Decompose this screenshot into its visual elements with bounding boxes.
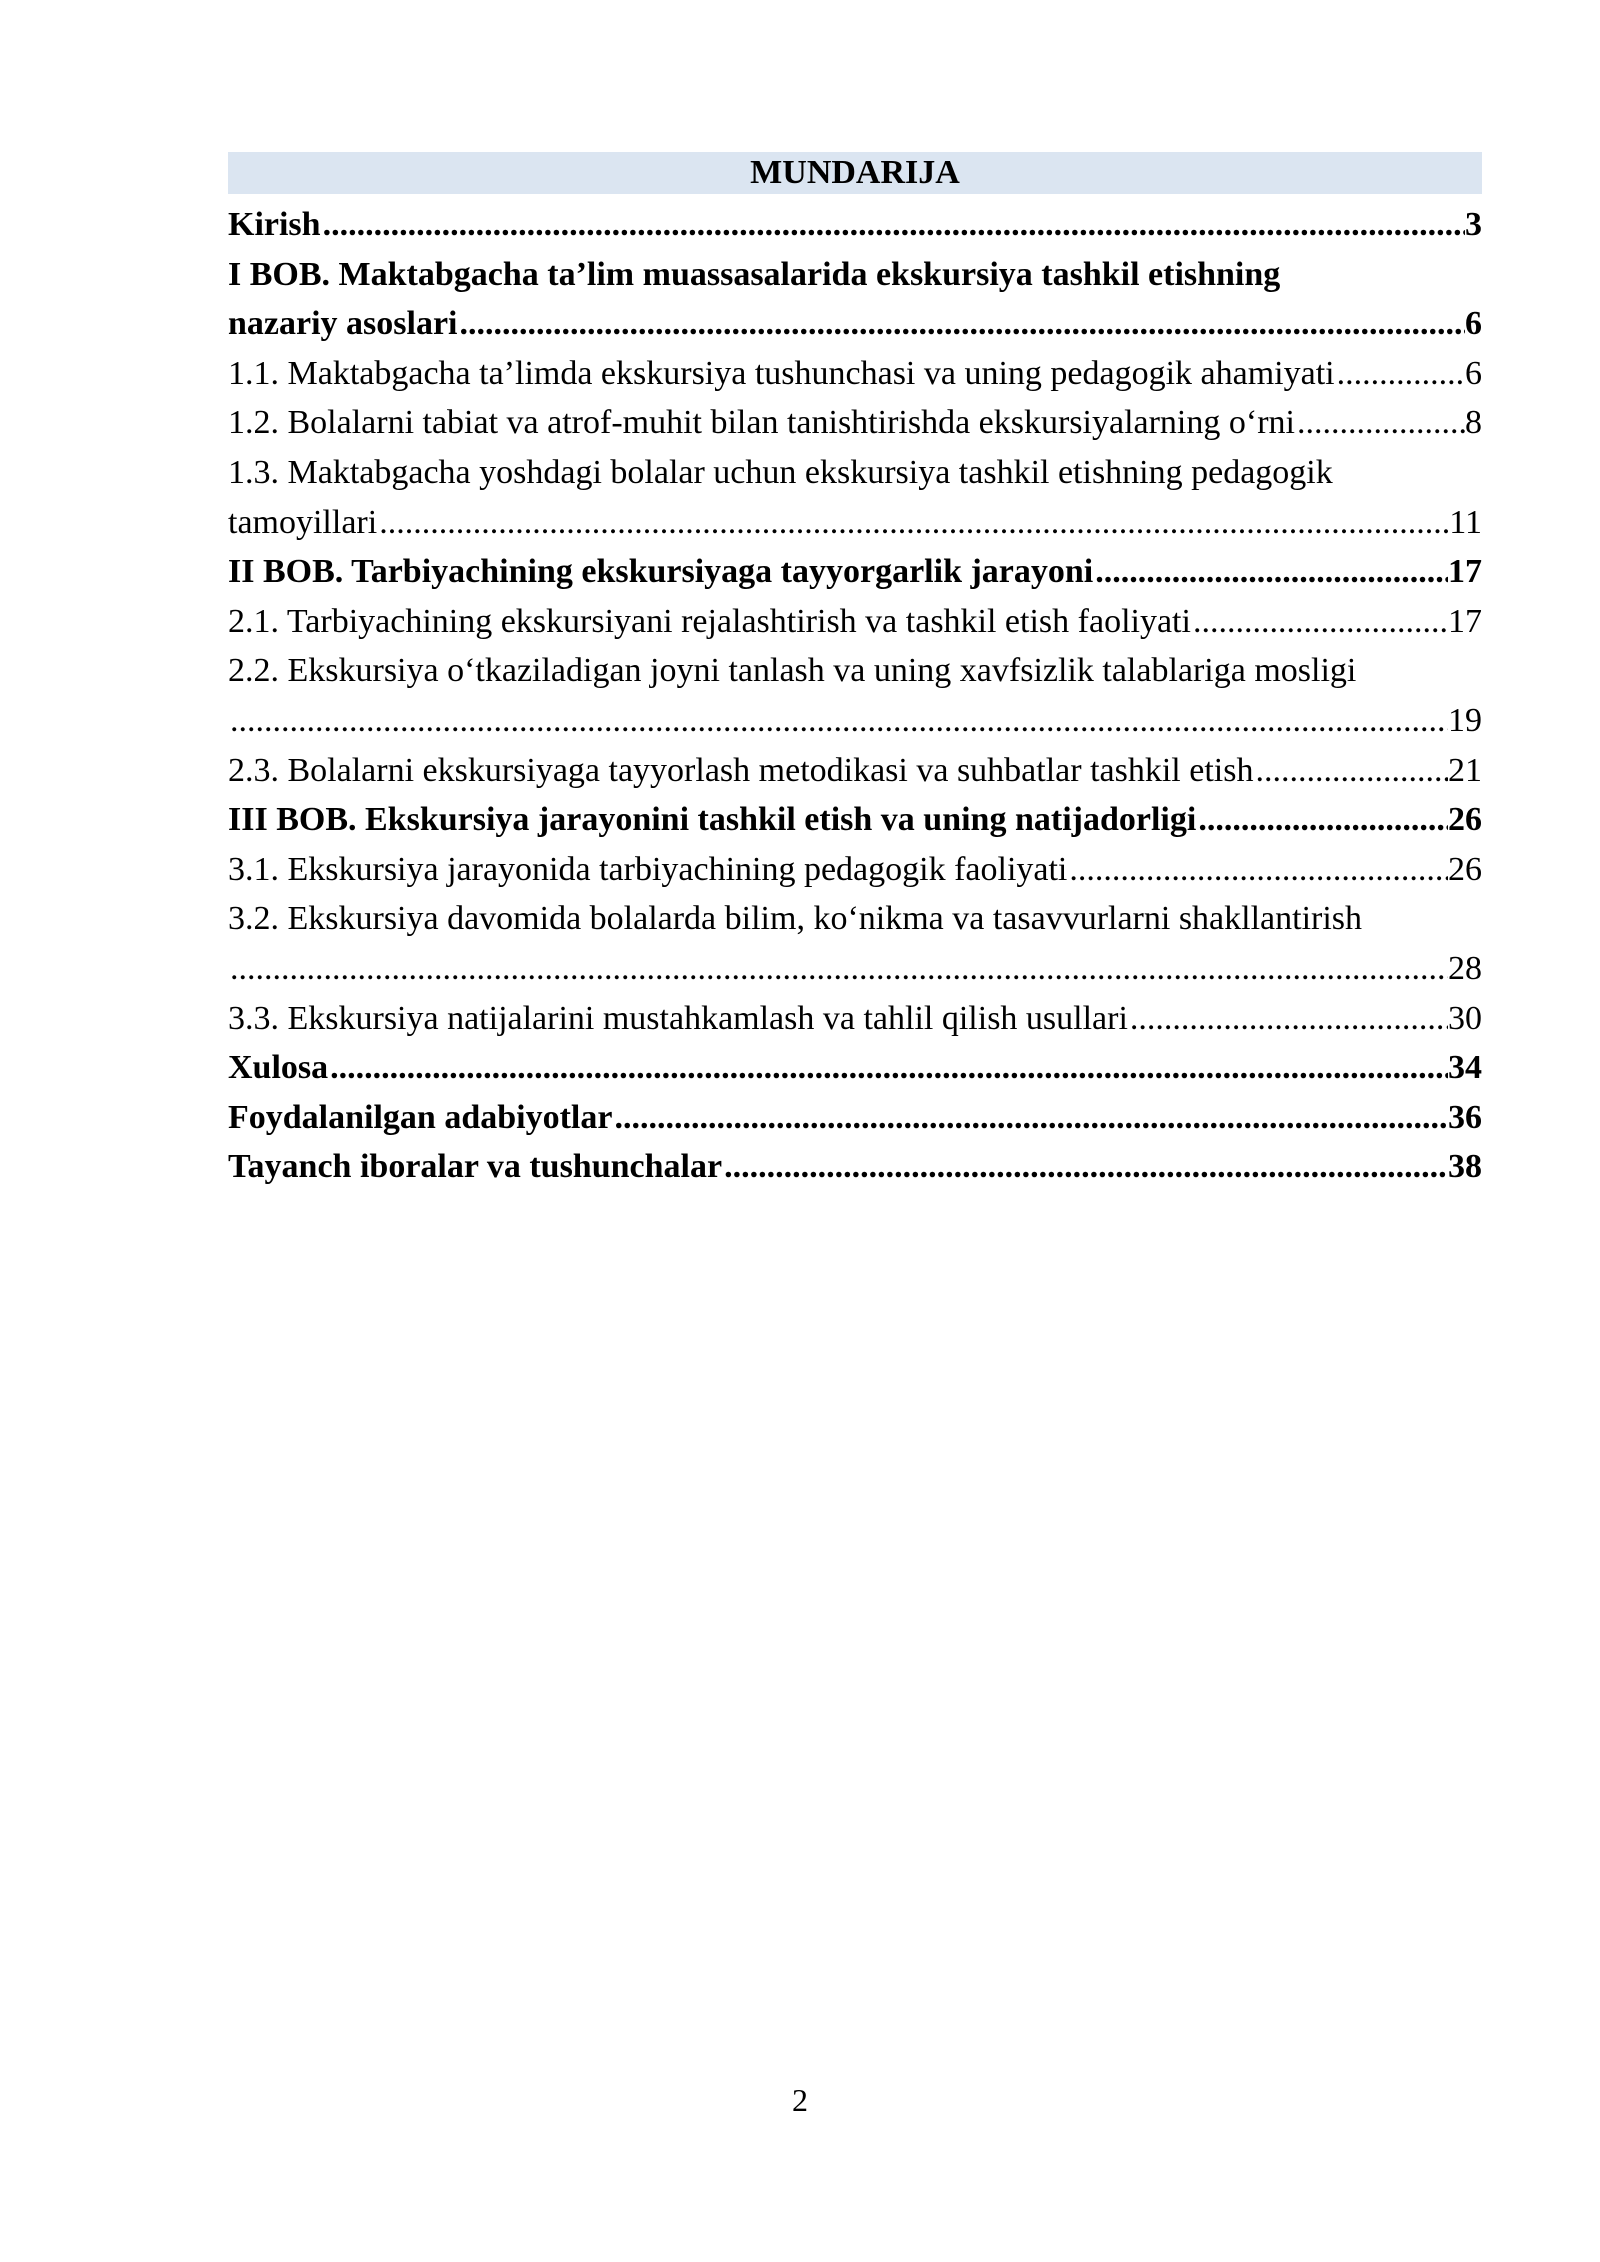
toc-entry[interactable]: [228, 1142, 1482, 1192]
toc-entry-title: 1.1. Maktabgacha ta’limda ekskursiya tushunchasi va uning pedagogik ahamiyati: [228, 354, 1335, 392]
toc-entry[interactable]: [228, 646, 1482, 745]
toc-entry-line: [228, 597, 1482, 647]
toc-entry-page-number: 17: [1448, 602, 1482, 640]
toc-entry-page-number: 30: [1448, 999, 1482, 1037]
dot-leader: [1196, 795, 1448, 845]
dot-leader: [457, 299, 1465, 349]
toc-entry-line: [228, 944, 1482, 994]
toc-entry-page-number: 21: [1448, 751, 1482, 789]
toc-entry[interactable]: [228, 894, 1482, 993]
toc-entry-title-line: I BOB. Maktabgacha ta’lim muassasalarida ekskursiya tashkil etishning: [228, 255, 1281, 293]
toc-entry-line: [228, 795, 1482, 845]
toc-entry-page-number: 36: [1448, 1098, 1482, 1136]
toc-entry-page-number: 11: [1449, 503, 1482, 541]
toc-entry-line: [228, 299, 1482, 349]
dot-leader: [612, 1093, 1448, 1143]
dot-leader: [1093, 547, 1448, 597]
toc-entry-title-line: 1.3. Maktabgacha yoshdagi bolalar uchun ekskursiya tashkil etishning pedagogik: [228, 453, 1333, 491]
toc-entry-line: [228, 746, 1482, 796]
toc-entry-title: 2.1. Tarbiyachining ekskursiyani rejalashtirish va tashkil etish faoliyati: [228, 602, 1191, 640]
toc-entry-title: 3.1. Ekskursiya jarayonida tarbiyachining pedagogik faoliyati: [228, 850, 1068, 888]
toc-entry-page-number: 6: [1465, 305, 1482, 343]
toc-entry-line: [228, 1093, 1482, 1143]
toc-entry-title: II BOB. Tarbiyachining ekskursiyaga tayyorgarlik jarayoni: [228, 553, 1094, 591]
toc-entry-title: nazariy asoslari: [228, 305, 458, 343]
toc-entry[interactable]: [228, 1043, 1482, 1093]
page-number: 2: [792, 2082, 808, 2118]
toc-entry-page-number: 26: [1448, 801, 1482, 839]
toc-entry-title-line: 2.2. Ekskursiya o‘tkaziladigan joyni tanlash va uning xavfsizlik talablariga mosligi: [228, 652, 1357, 690]
toc-entry-title: Tayanch iboralar va tushunchalar: [228, 1148, 723, 1186]
toc-entry[interactable]: [228, 1093, 1482, 1143]
toc-entry-title: 2.3. Bolalarni ekskursiyaga tayyorlash metodikasi va suhbatlar tashkil etish: [228, 751, 1254, 789]
toc-entry-title-line: 3.2. Ekskursiya davomida bolalarda bilim, ko‘nikma va tasavvurlarni shakllantirish: [228, 900, 1363, 938]
toc-entry-line: [228, 349, 1482, 399]
toc-entry-line: [228, 398, 1482, 448]
toc-entry-title: Foydalanilgan adabiyotlar: [228, 1098, 613, 1136]
toc-entry[interactable]: [228, 994, 1482, 1044]
toc-entry-page-number: 6: [1465, 354, 1482, 392]
dot-leader: [328, 1043, 1448, 1093]
toc-entry-line: [228, 845, 1482, 895]
dot-leader: [1191, 597, 1448, 647]
toc-entry-page-number: 8: [1465, 404, 1482, 442]
toc-entry-page-number: 26: [1448, 850, 1482, 888]
toc-entry-page-number: 34: [1448, 1049, 1482, 1087]
toc-entry[interactable]: [228, 845, 1482, 895]
dot-leader: [1067, 845, 1448, 895]
toc-entry[interactable]: [228, 250, 1482, 349]
toc-entry[interactable]: [228, 795, 1482, 845]
toc-entry-line: [228, 696, 1482, 746]
toc-entry-title: Xulosa: [228, 1049, 329, 1087]
toc-entry-line: [228, 547, 1482, 597]
toc-title: MUNDARIJA: [228, 152, 1482, 194]
toc-entry-page-number: 17: [1448, 553, 1482, 591]
toc-entry-title: 3.3. Ekskursiya natijalarini mustahkamlash va tahlil qilish usullari: [228, 999, 1128, 1037]
dot-leader: [722, 1142, 1448, 1192]
toc-entry[interactable]: [228, 200, 1482, 250]
toc-entries: [228, 200, 1482, 1192]
toc-entry-page-number: 3: [1465, 206, 1482, 243]
dot-leader: [1253, 746, 1448, 796]
toc-entry[interactable]: [228, 597, 1482, 647]
table-of-contents: [228, 152, 1482, 1192]
toc-entry-line: [228, 498, 1482, 548]
dot-leader: [1335, 349, 1465, 399]
dot-leader: [1128, 994, 1448, 1044]
toc-entry-page-number: 28: [1448, 949, 1482, 987]
toc-entry[interactable]: [228, 448, 1482, 547]
toc-entry-page-number: 19: [1448, 701, 1482, 739]
toc-entry-title: III BOB. Ekskursiya jarayonini tashkil etish va uning natijadorligi: [228, 801, 1197, 839]
toc-entry-line: [228, 994, 1482, 1044]
toc-entry[interactable]: [228, 398, 1482, 448]
dot-leader: [1295, 398, 1465, 448]
toc-entry-line: [228, 200, 1482, 250]
dot-leader: [377, 498, 1449, 548]
toc-entry-title: 1.2. Bolalarni tabiat va atrof-muhit bilan tanishtirishda ekskursiyalarning o‘rni: [228, 404, 1295, 442]
toc-entry[interactable]: [228, 746, 1482, 796]
dot-leader: [228, 944, 1448, 994]
toc-entry-line: [228, 1142, 1482, 1192]
toc-entry[interactable]: [228, 349, 1482, 399]
toc-entry-title: Kirish: [228, 206, 321, 243]
dot-leader: [321, 200, 1465, 250]
toc-entry[interactable]: [228, 547, 1482, 597]
dot-leader: [228, 696, 1448, 746]
toc-entry-page-number: 38: [1448, 1148, 1482, 1186]
toc-entry-title: tamoyillari: [228, 503, 378, 541]
toc-entry-line: [228, 1043, 1482, 1093]
